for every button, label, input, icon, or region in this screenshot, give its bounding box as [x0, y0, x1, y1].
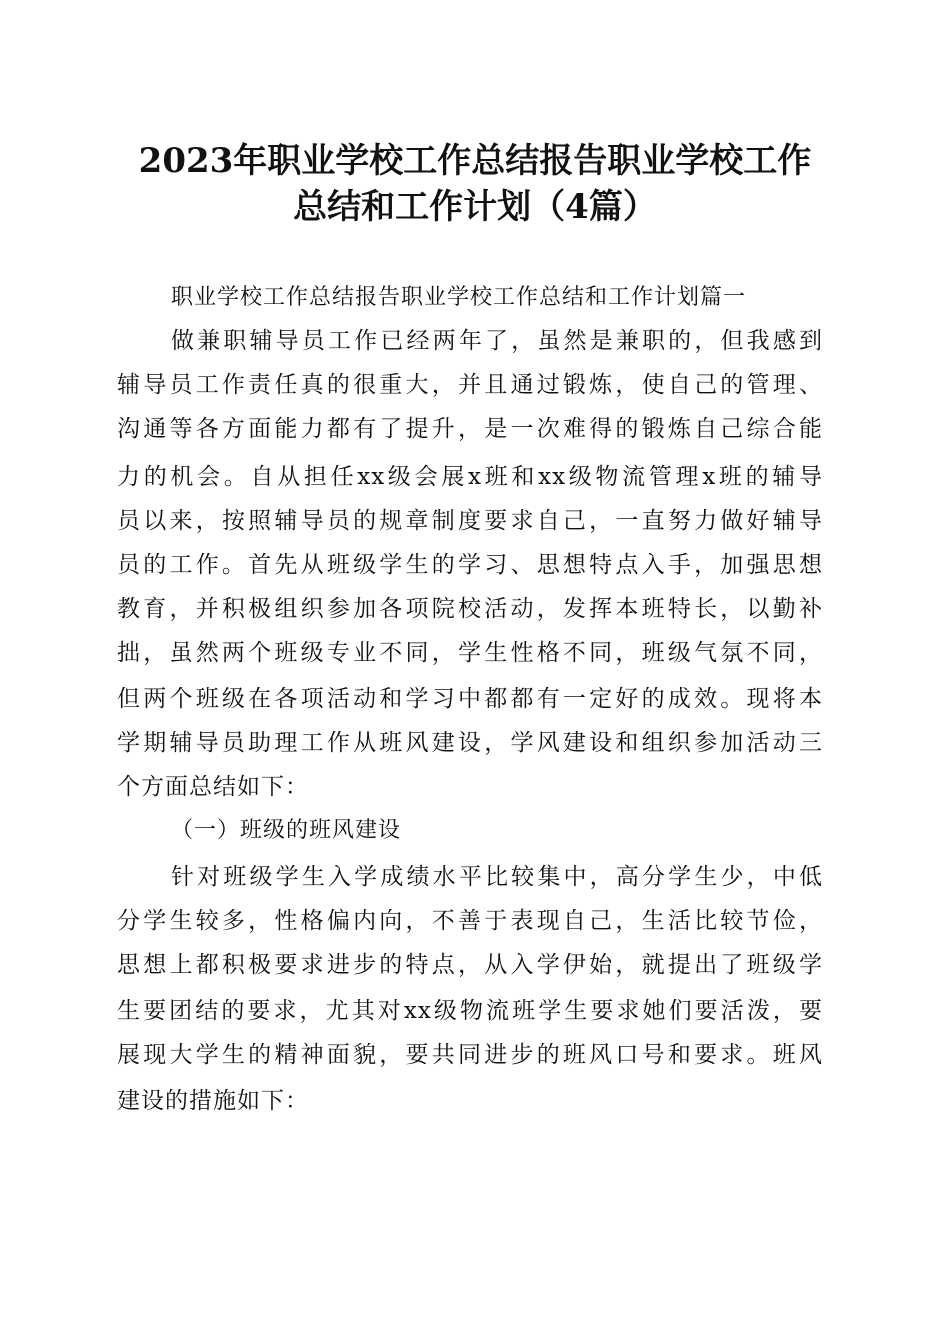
paragraph1-line: 员的工作。首先从班级学生的学习、思想特点入手，加强思想	[117, 552, 823, 578]
paragraph1-line: 个方面总结如下：	[117, 774, 309, 800]
paragraph2-line: 建设的措施如下：	[117, 1088, 309, 1114]
paragraph1-line: 员以来，按照辅导员的规章制度要求自己，一直努力做好辅导	[117, 508, 823, 534]
paragraph1-line: 做兼职辅导员工作已经两年了，虽然是兼职的，但我感到	[171, 328, 823, 354]
document-title-line-1: 2023年职业学校工作总结报告职业学校工作	[138, 141, 812, 181]
paragraph1-line: 辅导员工作责任真的很重大，并且通过锻炼，使自己的管理、	[117, 372, 823, 398]
paragraph1-line: 沟通等各方面能力都有了提升，是一次难得的锻炼自己综合能	[117, 416, 823, 442]
paragraph1-line: 学期辅导员助理工作从班风建设，学风建设和组织参加活动三	[117, 730, 823, 756]
paragraph1-line: 教育，并积极组织参加各项院校活动，发挥本班特长，以勤补	[117, 596, 823, 622]
paragraph2-line: 针对班级学生入学成绩水平比较集中，高分学生少，中低	[171, 864, 823, 890]
paragraph1-line: 拙，虽然两个班级专业不同，学生性格不同，班级气氛不同，	[117, 640, 823, 666]
paragraph2-line: 思想上都积极要求进步的特点，从入学伊始，就提出了班级学	[117, 952, 823, 978]
section-heading: （一）班级的班风建设	[171, 818, 402, 843]
paragraph1-line: 力的机会。自从担任xx级会展x班和xx级物流管理x班的辅导	[117, 464, 823, 490]
paragraph2-line: 分学生较多，性格偏内向，不善于表现自己，生活比较节俭，	[117, 908, 823, 934]
paragraph2-line: 生要团结的要求，尤其对xx级物流班学生要求她们要活泼，要	[117, 998, 823, 1024]
subtitle: 职业学校工作总结报告职业学校工作总结和工作计划篇一	[171, 285, 747, 310]
paragraph1-line: 但两个班级在各项活动和学习中都都有一定好的成效。现将本	[117, 686, 823, 712]
document-title-line-2: 总结和工作计划（4篇）	[293, 187, 657, 227]
paragraph2-line: 展现大学生的精神面貌，要共同进步的班风口号和要求。班风	[117, 1042, 823, 1068]
